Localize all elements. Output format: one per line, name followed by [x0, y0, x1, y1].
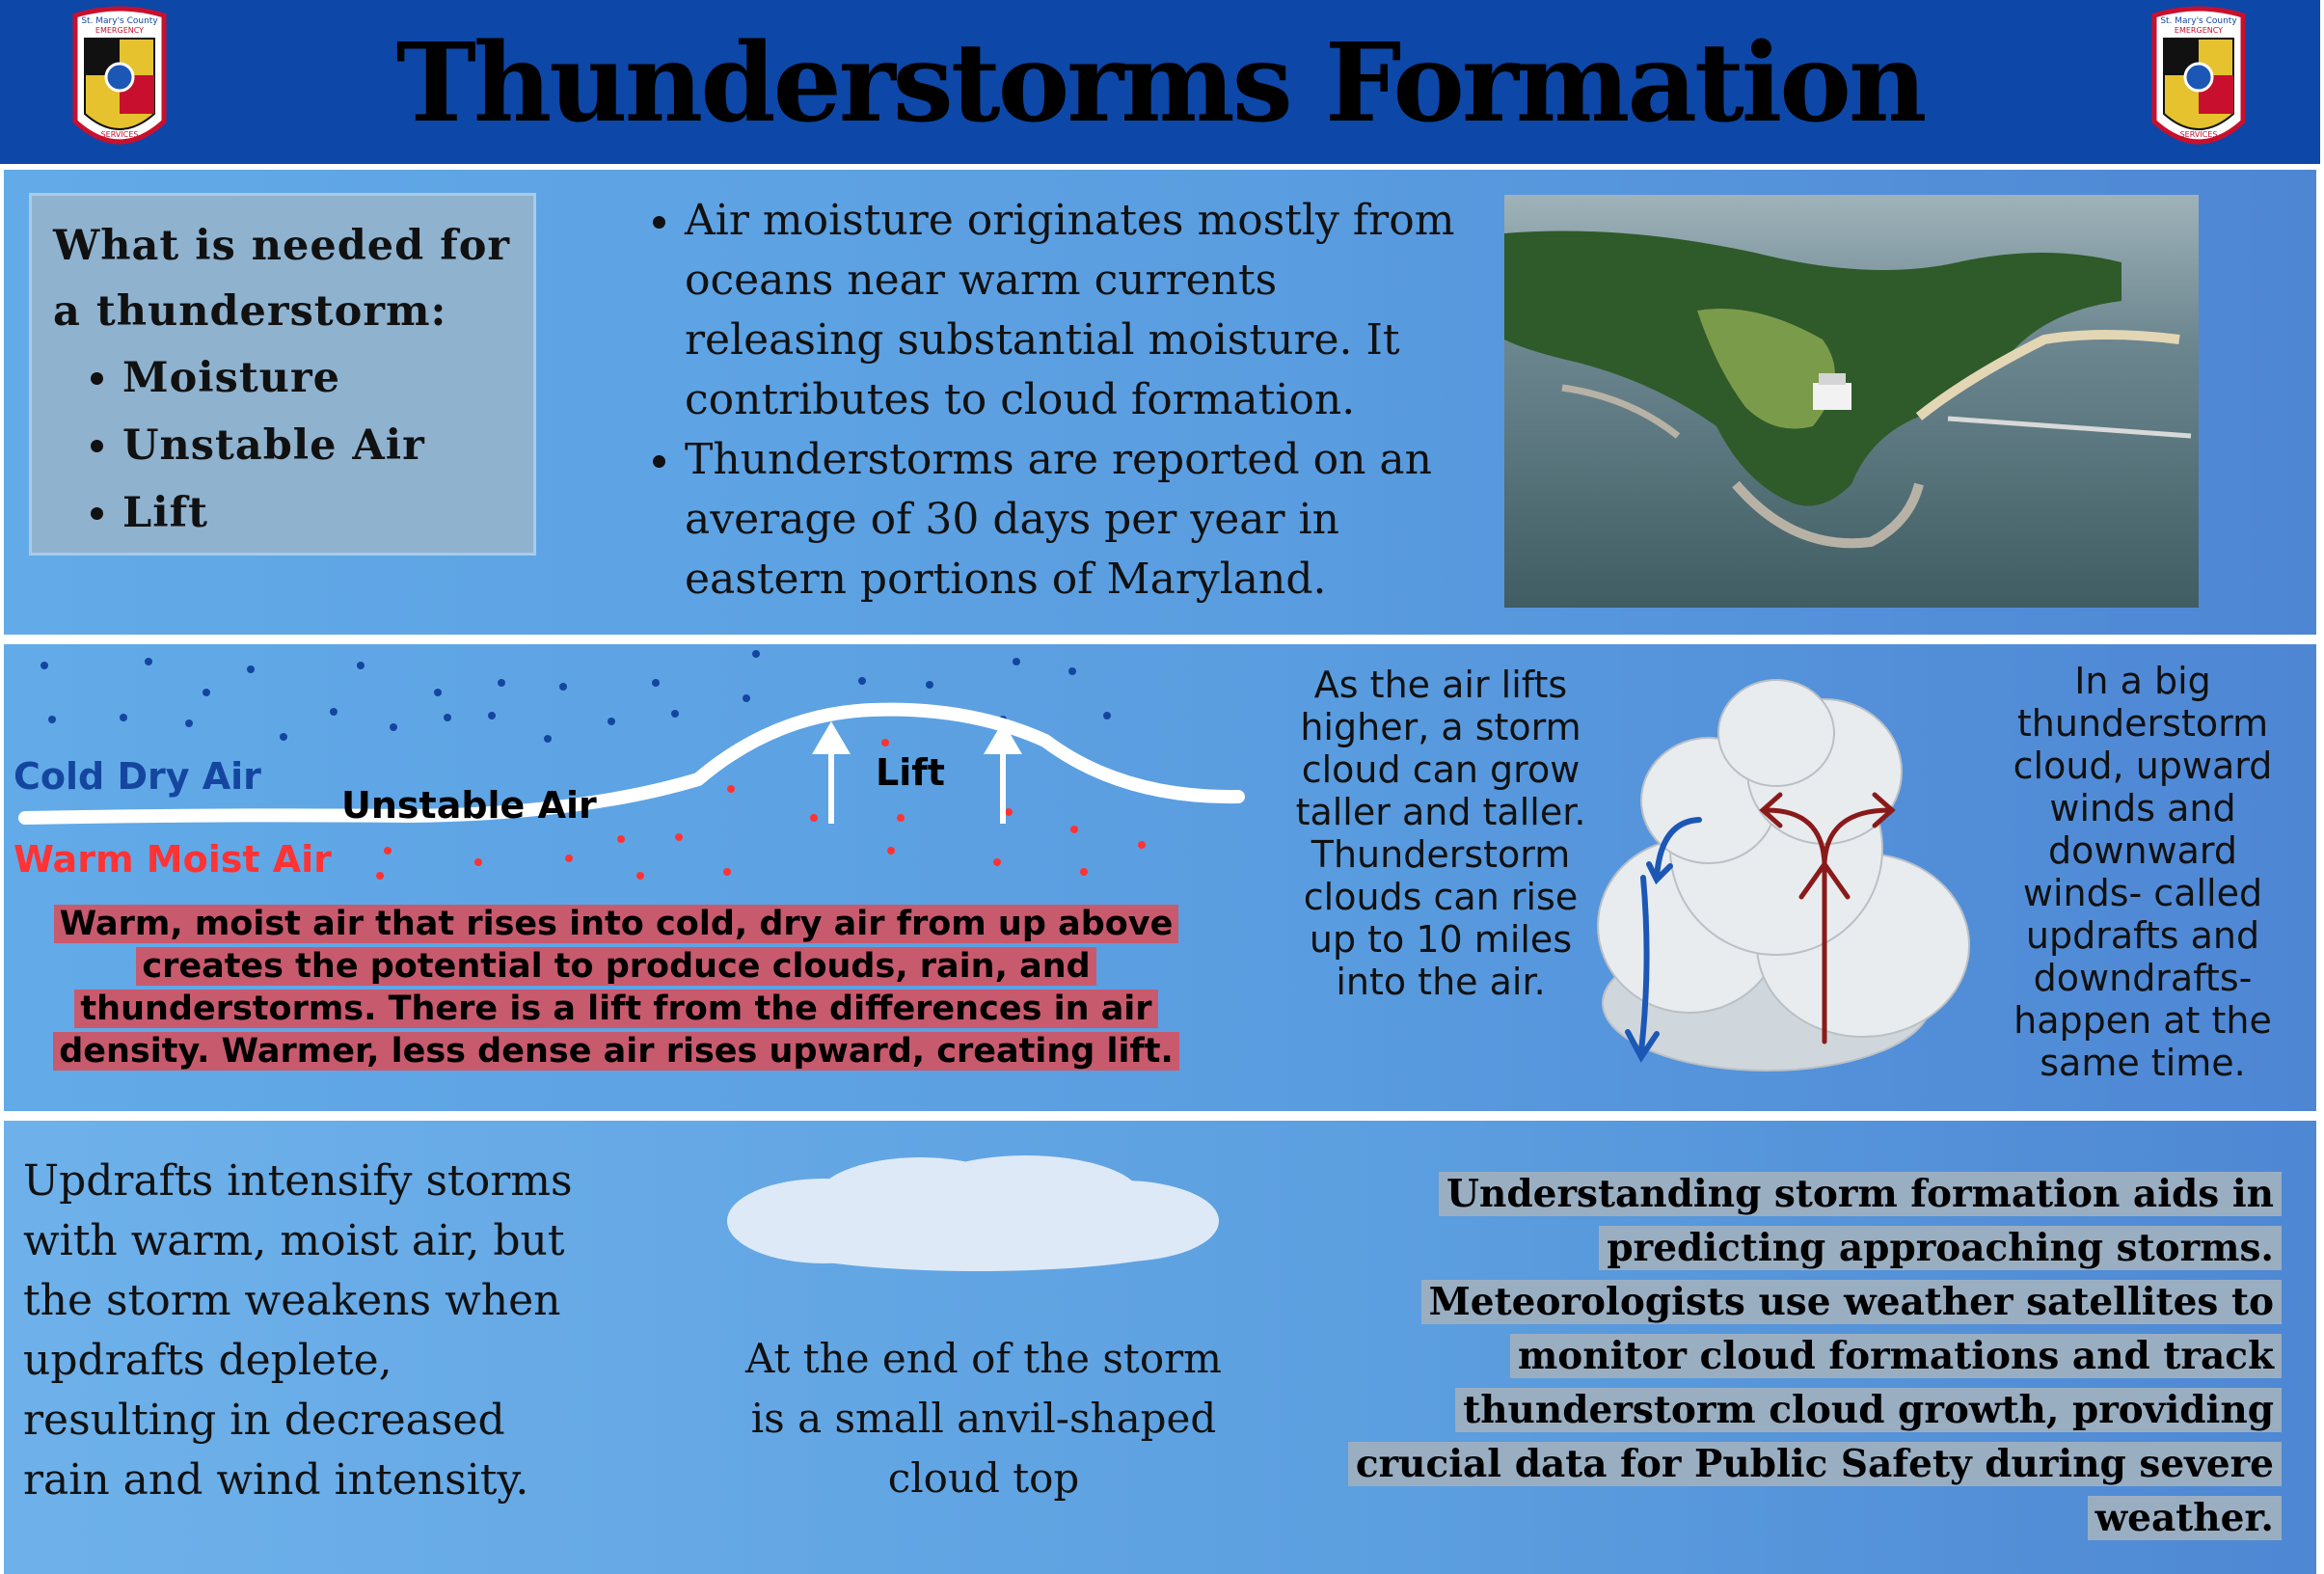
forecasting-text-block — [1306, 1167, 2282, 1545]
svg-text:St. Mary's County: St. Mary's County — [2160, 16, 2237, 26]
header-banner — [0, 0, 2320, 164]
lift-label: Lift — [876, 751, 945, 794]
anvil-cloud-icon — [717, 1153, 1238, 1279]
anvil-cloud-text: At the end of the storm is a small anvil-shaped cloud top — [744, 1335, 1223, 1502]
needs-heading: What is needed for a thunderstorm: — [53, 222, 511, 336]
air-density-caption — [42, 903, 1190, 1072]
cloud-growth-text: As the air lifts higher, a storm cloud can grow taller and taller. Thunderstorm clouds can rise up to 10 miles into the air. — [1295, 664, 1586, 1003]
svg-text:EMERGENCY: EMERGENCY — [95, 26, 145, 35]
list-item: • Lift — [122, 479, 512, 547]
needs-list — [53, 344, 512, 547]
svg-text:EMERGENCY: EMERGENCY — [2174, 26, 2224, 35]
county-emergency-logo — [2148, 6, 2249, 158]
storm-end-panel — [4, 1121, 2316, 1574]
svg-text:SERVICES: SERVICES — [100, 130, 139, 139]
page-title: Thunderstorms Formation — [395, 20, 1925, 147]
list-item: • Unstable Air — [122, 412, 512, 479]
lift-panel — [4, 644, 2316, 1111]
thunderstorm-cloud-illustration — [1583, 675, 1988, 1080]
updraft-downdraft-text: In a big thunderstorm cloud, upward winds and downward winds- called updrafts and downdrafts- happen at the same time. — [2013, 660, 2273, 1084]
requirements-panel — [4, 170, 2316, 635]
caption-text: Warm, moist air that rises into cold, dry air from up above creates the potential to produce clouds, rain, and thunderstorms. There is a lift from the differences in air density. Warmer, less dense air rises upward, creating lift. — [53, 905, 1179, 1071]
cold-dry-air-label: Cold Dry Air — [14, 755, 261, 798]
forecasting-text: Understanding storm formation aids in predicting approaching storms. Meteorologists use weather satellites to monitor cloud formations and track thunderstorm cloud growth, providing crucial data for Public Safety during severe weather. — [1348, 1172, 2282, 1540]
island-aerial-photo — [1504, 195, 2199, 608]
facts-list — [631, 191, 1475, 610]
lift-up-arrow — [812, 721, 851, 824]
lift-up-arrow — [984, 721, 1022, 824]
fact-moisture: • Air moisture originates mostly from oceans near warm currents releasing substantial moisture. It contributes to cloud formation. — [685, 191, 1475, 430]
list-item: • Moisture — [122, 344, 512, 412]
svg-text:SERVICES: SERVICES — [2179, 130, 2218, 139]
warm-moist-air-label: Warm Moist Air — [14, 838, 332, 881]
fact-frequency: • Thunderstorms are reported on an average of 30 days per year in eastern portions of Maryland. — [685, 430, 1475, 610]
cold-air-dots — [41, 650, 1111, 743]
needs-box — [29, 193, 536, 556]
svg-text:St. Mary's County: St. Mary's County — [81, 16, 158, 26]
updraft-text: Updrafts intensify storms with warm, moist air, but the storm weakens when updrafts deplete, resulting in decreased rain and wind intensity. — [23, 1156, 573, 1505]
unstable-air-label: Unstable Air — [341, 784, 597, 827]
